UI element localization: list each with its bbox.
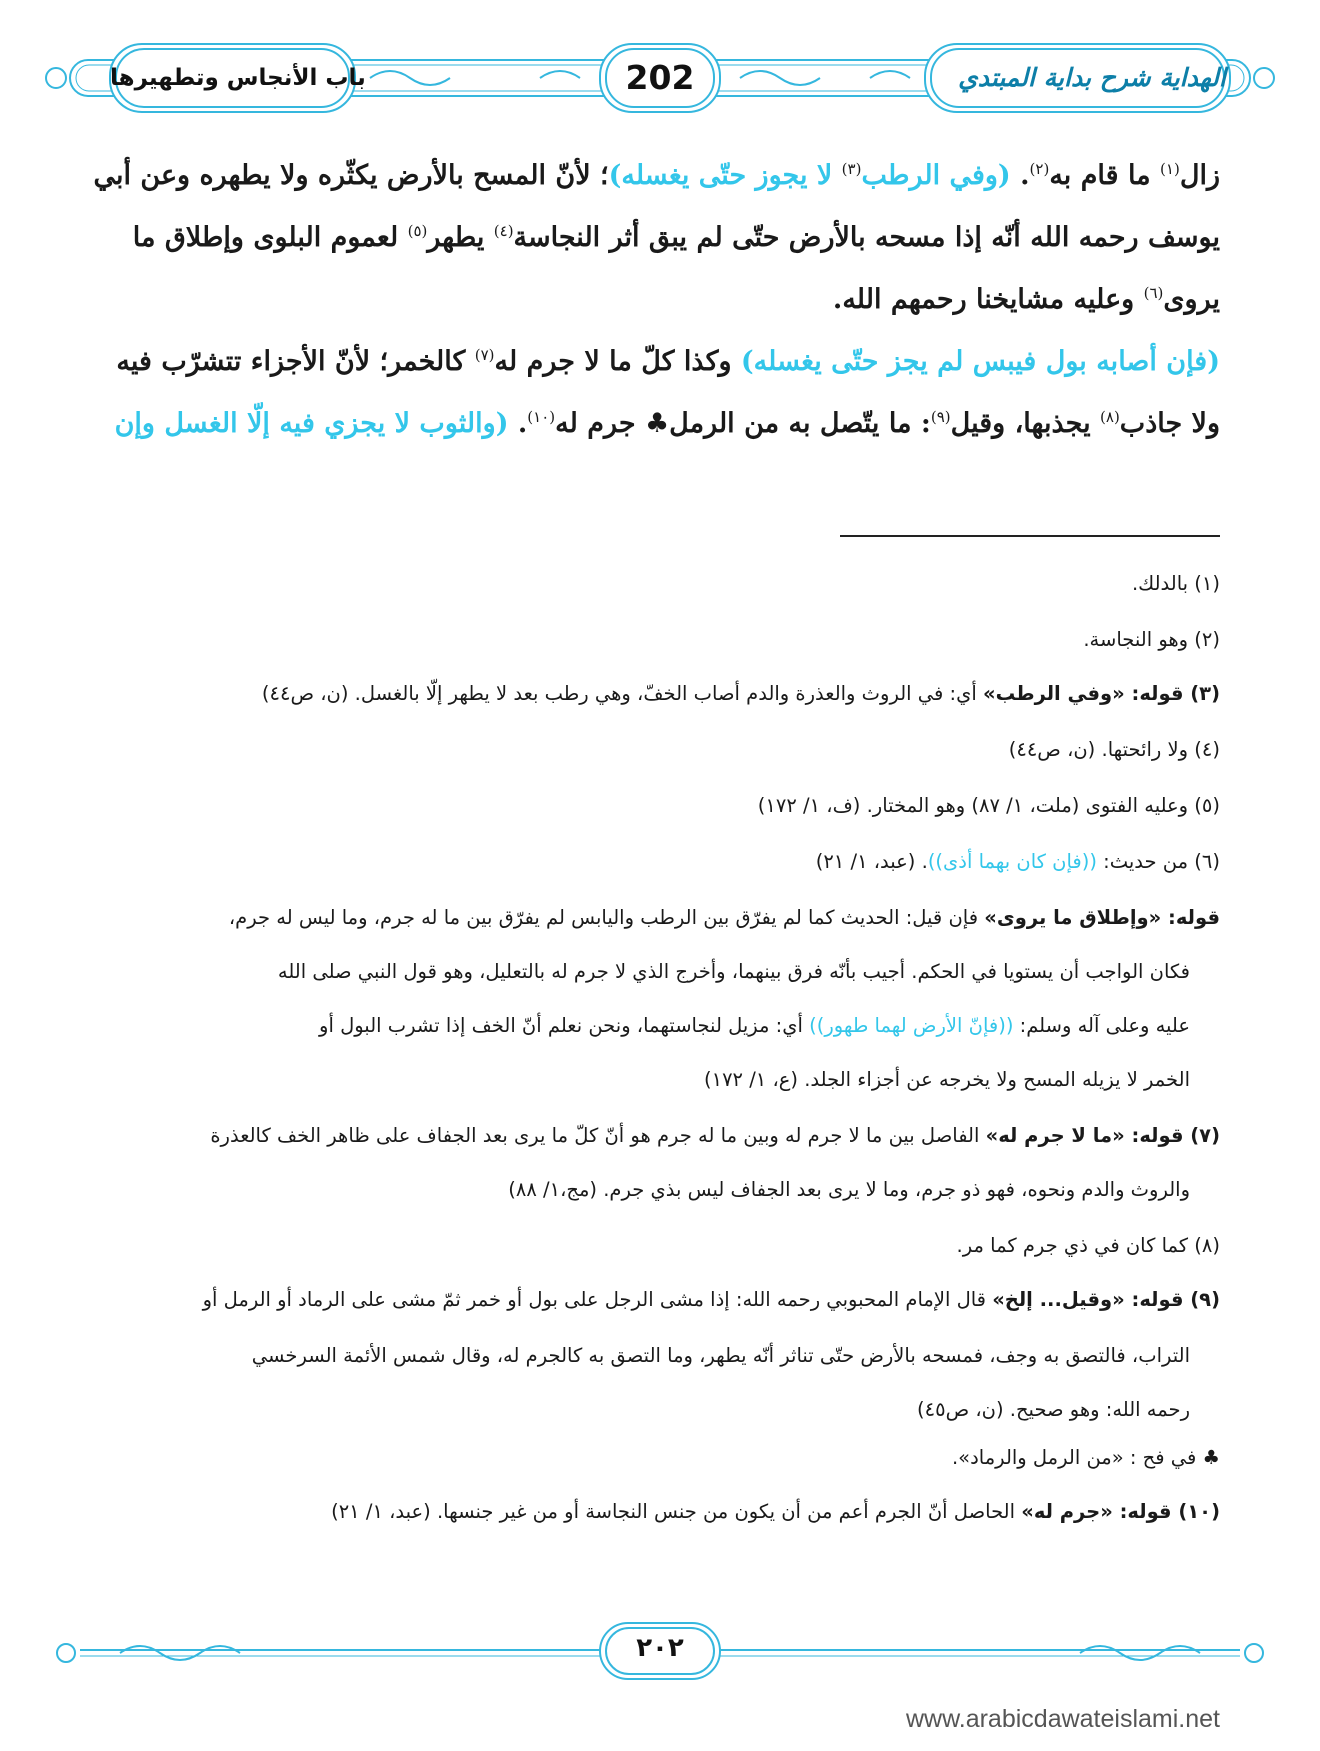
- body-line: [88, 346, 1220, 377]
- sharh-text: .: [508, 408, 528, 439]
- footnote-keyword: «وقيل... إلخ»: [992, 1288, 1125, 1311]
- footnote-line: [80, 682, 1220, 705]
- matn-text: (وفي الرطب: [861, 160, 1011, 191]
- sharh-text: يجذبها، وقيل: [950, 408, 1101, 439]
- footnote-text: (٦) من حديث:: [1096, 850, 1220, 873]
- footnote-text: (٨) كما كان في ذي جرم كما مر.: [956, 1234, 1220, 1257]
- footnote-keyword: (١٠) قوله:: [1112, 1500, 1220, 1523]
- matn-text: (فإن أصابه بول فيبس لم يجز حتّى يغسله): [740, 346, 1220, 377]
- footnote-keyword: (٧) قوله:: [1124, 1124, 1220, 1147]
- footnote-ref: (٣): [841, 160, 862, 178]
- website-link[interactable]: www.arabicdawateislami.net: [905, 1705, 1220, 1733]
- footnote-line: [90, 1344, 1190, 1367]
- matn-text: لا يجوز حتّى يغسله): [608, 160, 842, 191]
- sharh-text: : ما يتّصل به من الرمل♣ جرم له: [555, 408, 931, 439]
- page-number: 202: [625, 58, 695, 97]
- sharh-text: وعليه مشايخنا رحمهم الله.: [832, 284, 1144, 315]
- footnote-line: [80, 850, 1220, 873]
- footnote-ref: (٦): [1143, 284, 1164, 302]
- footnote-line: [90, 1398, 1190, 1421]
- footnote-line: [80, 1234, 1220, 1257]
- footnote-text: فكان الواجب أن يستويا في الحكم. أجيب بأنّه فرق بينهما، وأخرج الذي لا جرم له بالتعليل، وهو قول النبي صلى الله: [277, 960, 1190, 983]
- footnote-text: فإن قيل: الحديث كما لم يفرّق بين الرطب واليابس لم يفرّق بين ما له جرم، وما ليس له جرم،: [228, 906, 985, 929]
- footnote-divider: [840, 535, 1220, 537]
- sharh-text: يطهر: [427, 222, 494, 253]
- footnote-line: [90, 1178, 1190, 1201]
- footnote-line: [80, 738, 1220, 761]
- footnote-text: التراب، فالتصق به وجف، فمسحه بالأرض حتّى تناثر أنّه يطهر، وما التصق به كالجرم له، وقال شمس الأئمة السرخسي: [251, 1344, 1190, 1367]
- footnote-text: والروث والدم ونحوه، فهو ذو جرم، وما لا يرى بعد الجفاف ليس بذي جرم. (مج،١/ ٨٨): [508, 1178, 1190, 1201]
- footnote-line: [80, 906, 1220, 929]
- footnote-line: [80, 1124, 1220, 1147]
- footnote-keyword: «وإطلاق ما يروى»: [984, 906, 1162, 929]
- footnote-text: (٢) وهو النجاسة.: [1083, 628, 1220, 651]
- footnote-ref: (٩): [930, 408, 951, 426]
- footnote-ref: (٥): [407, 222, 428, 240]
- sharh-text: زال: [1179, 160, 1220, 191]
- footnote-ref: (١٠): [527, 408, 556, 426]
- footnote-keyword: (٣) قوله:: [1124, 682, 1220, 705]
- footnote-ref: (٢): [1029, 160, 1050, 178]
- footnote-text: (٤) ولا رائحتها. (ن، ص٤٤): [1008, 738, 1220, 761]
- sharh-text: .: [1010, 160, 1030, 191]
- footnote-line: [80, 1446, 1220, 1469]
- footnote-text: عليه وعلى آله وسلم:: [1013, 1014, 1190, 1037]
- body-line: [88, 408, 1220, 439]
- chapter-title: باب الأنجاس وتطهيرها: [110, 65, 366, 91]
- footnote-text: قال الإمام المحبوبي رحمه الله: إذا مشى الرجل على بول أو خمر ثمّ مشى على الرماد أو الرمل أو: [202, 1288, 993, 1311]
- matn-text: (والثوب لا يجزي فيه إلّا الغسل وإن: [114, 408, 509, 439]
- footnote-ref: (٨): [1100, 408, 1120, 426]
- footnote-text: أي: مزيل لنجاستهما، ونحن نعلم أنّ الخف إذا تشرب البول أو: [319, 1014, 810, 1037]
- footnote-line: [80, 572, 1220, 595]
- hadith-quote: ((فإن كان بهما أذى)): [927, 850, 1097, 873]
- footnote-line: [80, 1500, 1220, 1523]
- footnote-keyword: «وفي الرطب»: [982, 682, 1125, 705]
- footnote-keyword: «جرم له»: [1021, 1500, 1113, 1523]
- hadith-quote: ((فإنّ الأرض لهما طهور)): [809, 1014, 1014, 1037]
- footnote-text: ♣ في فح : «من الرمل والرماد».: [951, 1446, 1220, 1469]
- footnote-ref: (٧): [474, 346, 495, 364]
- sharh-text: لعموم البلوى وإطلاق ما: [132, 222, 408, 253]
- sharh-text: يوسف رحمه الله أنّه إذا مسحه بالأرض حتّى لم يبق أثر النجاسة: [513, 222, 1220, 253]
- sharh-text: ؛ لأنّ المسح بالأرض يكثّره ولا يطهره وعن أبي: [93, 160, 609, 191]
- footnote-ref: (١): [1160, 160, 1180, 178]
- body-line: [88, 284, 1220, 315]
- footnote-line: [90, 1014, 1190, 1037]
- body-line: [88, 160, 1220, 191]
- sharh-text: ما قام به: [1049, 160, 1161, 191]
- body-line: [88, 222, 1220, 253]
- footnote-text: أي: في الروث والعذرة والدم أصاب الخفّ، وهي رطب بعد لا يطهر إلّا بالغسل. (ن، ص٤٤): [261, 682, 983, 705]
- footnote-keyword: (٩) قوله:: [1124, 1288, 1220, 1311]
- footnote-ref: (٤): [493, 222, 514, 240]
- sharh-text: يروى: [1163, 284, 1220, 315]
- footnote-text: الحاصل أنّ الجرم أعم من أن يكون من جنس النجاسة أو من غير جنسها. (عبد، ١/ ٢١): [331, 1500, 1022, 1523]
- footnote-keyword: قوله:: [1161, 906, 1220, 929]
- footnote-text: (٥) وعليه الفتوى (ملت، ١/ ٨٧) وهو المختار. (ف، ١/ ١٧٢): [757, 794, 1220, 817]
- sharh-text: ولا جاذب: [1119, 408, 1220, 439]
- footnote-line: [90, 1068, 1190, 1091]
- footnote-line: [80, 1288, 1220, 1311]
- footnote-text: (١) بالدلك.: [1131, 572, 1220, 595]
- footnote-text: الخمر لا يزيله المسح ولا يخرجه عن أجزاء الجلد. (ع، ١/ ١٧٢): [703, 1068, 1190, 1091]
- footnote-line: [90, 960, 1190, 983]
- footnote-text: الفاصل بين ما لا جرم له وبين ما له جرم هو أنّ كلّ ما يرى بعد الجفاف على ظاهر الخف كالعذرة: [210, 1124, 986, 1147]
- book-title: الهداية شرح بداية المبتدي: [958, 63, 1226, 92]
- footnote-keyword: «ما لا جرم له»: [985, 1124, 1125, 1147]
- footnote-text: . (عبد، ١/ ٢١): [815, 850, 928, 873]
- footnote-line: [80, 794, 1220, 817]
- footer-page-number: ٢٠٢: [636, 1633, 684, 1663]
- footnote-line: [80, 628, 1220, 651]
- footnote-text: رحمه الله: وهو صحيح. (ن، ص٤٥): [917, 1398, 1190, 1421]
- sharh-text: كالخمر؛ لأنّ الأجزاء تتشرّب فيه: [116, 346, 475, 377]
- sharh-text: وكذا كلّ ما لا جرم له: [494, 346, 741, 377]
